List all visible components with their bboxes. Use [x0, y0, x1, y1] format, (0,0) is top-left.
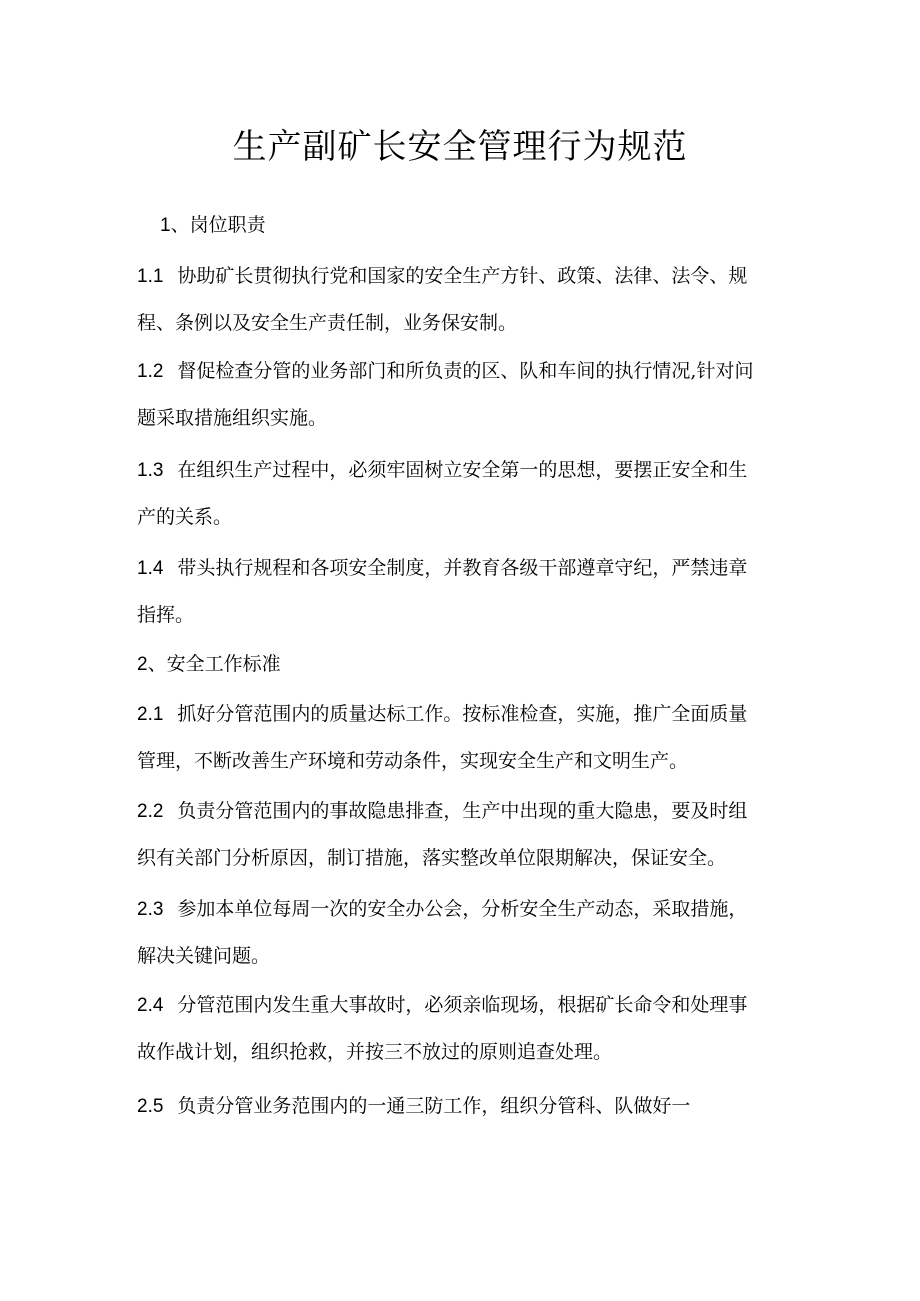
clause — [137, 348, 787, 442]
clause-text-continued: 织有关部门分析原因，制订措施，落实整改单位限期解决，保证安全。 — [137, 847, 727, 869]
clause — [137, 1083, 787, 1130]
clause-number: 1.4 — [137, 558, 164, 579]
clause — [137, 691, 787, 785]
clause-text-continued: 程、条例以及安全生产责任制，业务保安制。 — [137, 312, 518, 334]
clause-number: 2.2 — [137, 801, 164, 822]
section-heading — [137, 641, 281, 688]
clause-text: 抓好分管范围内的质量达标工作。按标准检查，实施，推广全面质量 — [177, 703, 748, 725]
clause-text-continued: 管理，不断改善生产环境和劳动条件，实现安全生产和文明生产。 — [137, 750, 689, 772]
document-title: 生产副矿长安全管理行为规范 — [232, 127, 688, 167]
clause-number: 1.2 — [137, 361, 164, 382]
clause-number: 2.4 — [137, 995, 164, 1016]
clause — [137, 253, 787, 347]
clause-text: 在组织生产过程中，必须牢固树立安全第一的思想，要摆正安全和生 — [177, 459, 748, 481]
clause — [137, 788, 787, 882]
clause-text-continued: 指挥。 — [137, 604, 195, 626]
clause-text: 负责分管范围内的事故隐患排查，生产中出现的重大隐患，要及时组 — [177, 800, 748, 822]
clause-text: 带头执行规程和各项安全制度，并教育各级干部遵章守纪，严禁违章 — [177, 557, 748, 579]
clause-text-continued: 题采取措施组织实施。 — [137, 407, 328, 429]
clause-number: 1.1 — [137, 266, 164, 287]
clause-text-continued: 解决关键问题。 — [137, 945, 271, 967]
clause-number: 2.5 — [137, 1096, 164, 1117]
clause-text-continued: 故作战计划，组织抢救，并按三不放过的原则追查处理。 — [137, 1041, 613, 1063]
clause-text-continued: 产的关系。 — [137, 506, 233, 528]
clause-number: 2.1 — [137, 704, 164, 725]
clause-number: 2.3 — [137, 899, 164, 920]
clause-text: 协助矿长贯彻执行党和国家的安全生产方针、政策、法律、法令、规 — [177, 265, 748, 287]
clause-text: 参加本单位每周一次的安全办公会，分析安全生产动态，采取措施， — [177, 898, 748, 920]
section-number: 1 — [160, 215, 171, 236]
section-title: 、安全工作标准 — [147, 653, 281, 675]
clause — [137, 982, 787, 1076]
clause — [137, 886, 787, 980]
section-heading — [160, 202, 266, 249]
clause — [137, 447, 787, 541]
clause-text: 督促检查分管的业务部门和所负责的区、队和车间的执行情况,针对问 — [177, 360, 754, 382]
clause-text: 负责分管业务范围内的一通三防工作，组织分管科、队做好一 — [177, 1095, 691, 1117]
section-title: 、岗位职责 — [170, 214, 266, 236]
clause — [137, 545, 787, 639]
clause-text: 分管范围内发生重大事故时，必须亲临现场，根据矿长命令和处理事 — [177, 994, 748, 1016]
clause-number: 1.3 — [137, 460, 164, 481]
section-number: 2 — [137, 654, 148, 675]
